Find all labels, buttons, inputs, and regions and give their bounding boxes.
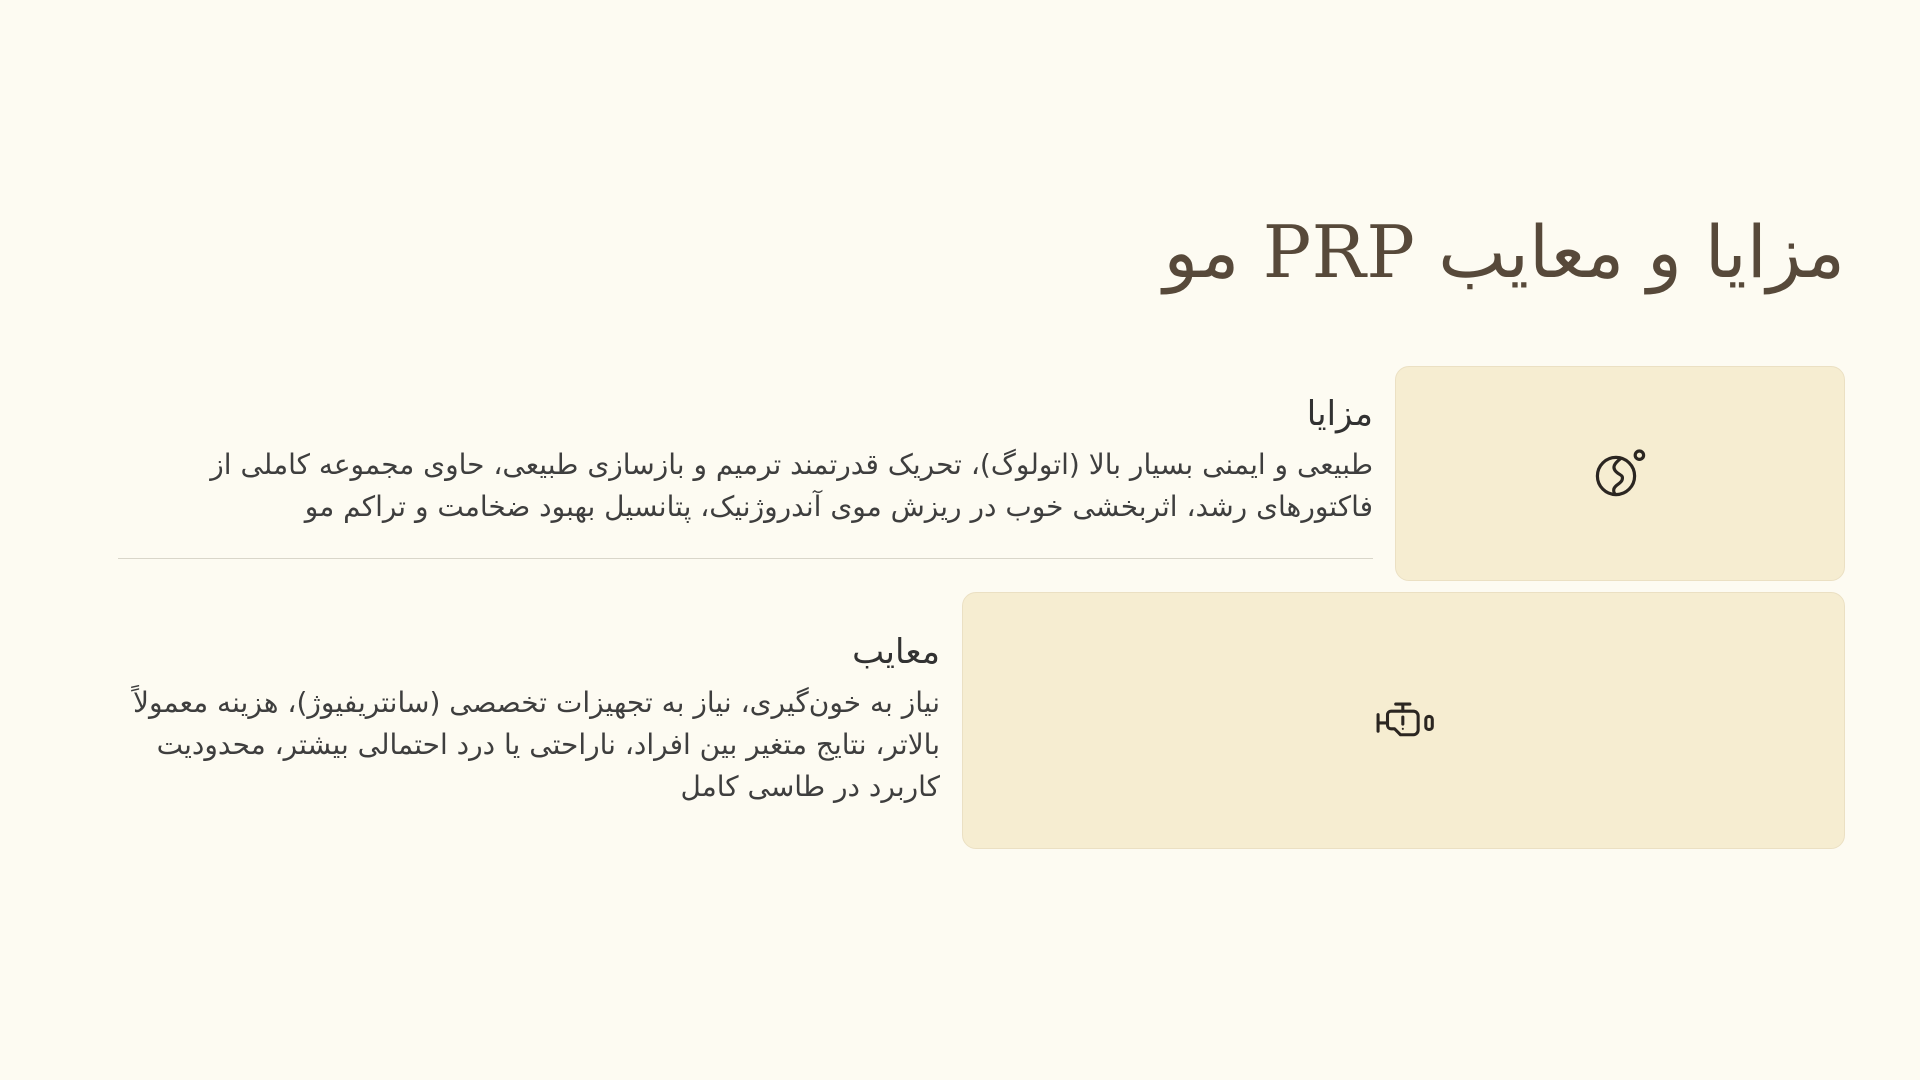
advantages-section: [118, 366, 1845, 581]
disadvantages-body: نیاز به خون‌گیری، نیاز به تجهیزات تخصصی (سانتریفیوژ)، هزینه معمولاً بالاتر، نتایج متغیر بین افراد، ناراحتی یا درد احتمالی بیشتر، محدودیت کاربرد در طاسی کامل: [133, 685, 940, 803]
globe-orbit-icon: [1591, 446, 1649, 500]
engine-warning-icon: [1371, 697, 1437, 743]
advantages-text-column: [118, 366, 1373, 559]
page-title: مزایا و معایب PRP مو: [1163, 210, 1845, 294]
disadvantages-section: [118, 592, 1845, 849]
advantages-body: طبیعی و ایمنی بسیار بالا (اتولوگ)، تحریک قدرتمند ترمیم و بازسازی طبیعی، حاوی مجموعه کاملی از فاکتورهای رشد، اثربخشی خوب در ریزش موی آندروژنیک، پتانسیل بهبود ضخامت و تراکم مو: [210, 447, 1373, 523]
disadvantages-image-card: [962, 592, 1845, 849]
disadvantages-heading: معایب: [852, 631, 940, 672]
advantages-image-card: [1395, 366, 1845, 581]
advantages-heading: مزایا: [1306, 393, 1373, 434]
disadvantages-text-column: [118, 592, 940, 808]
